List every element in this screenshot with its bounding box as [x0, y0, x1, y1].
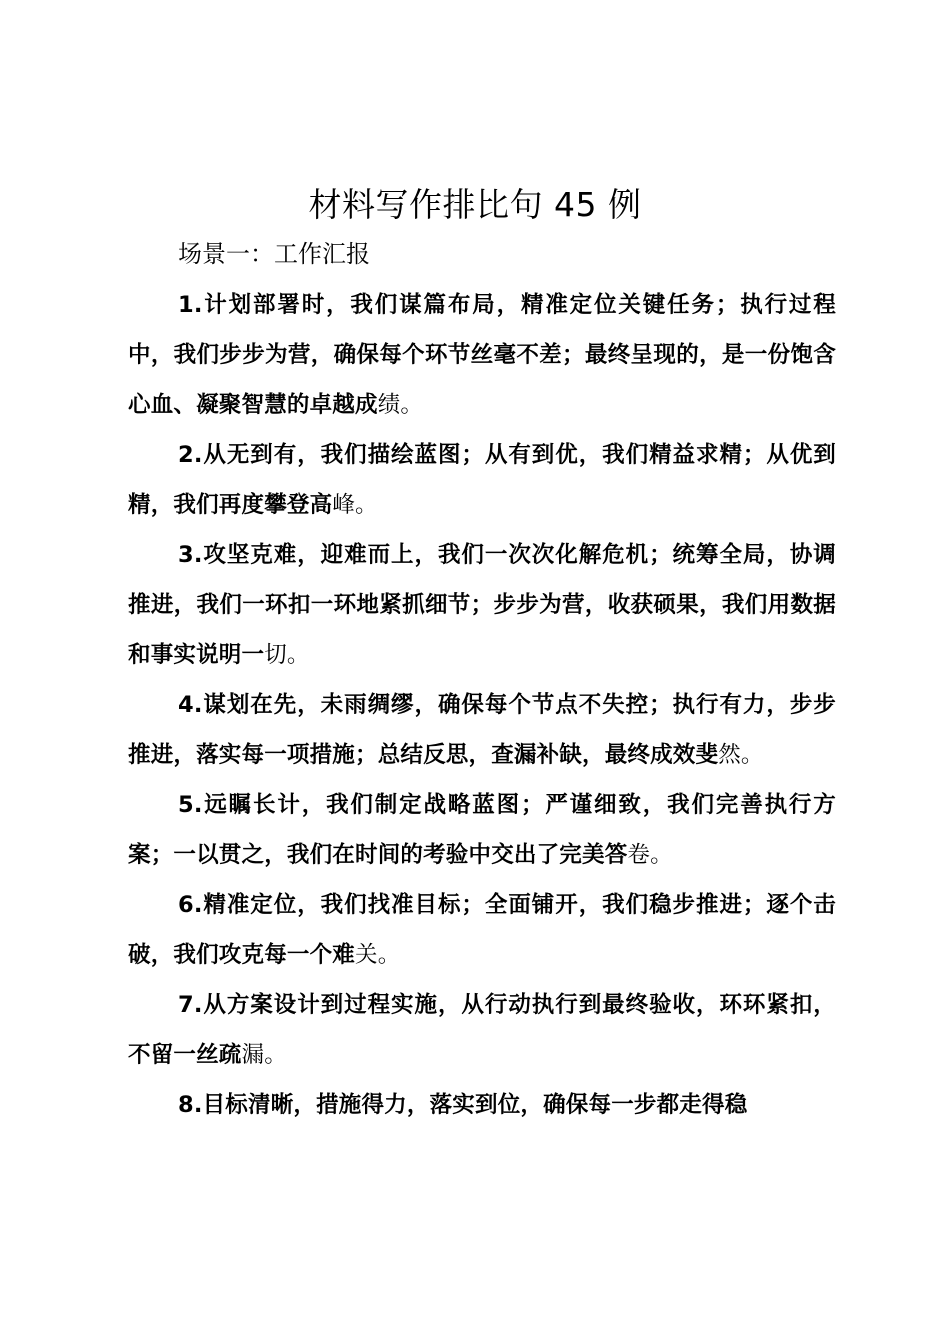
- paragraph-8: [128, 1080, 836, 1130]
- paragraph-tail: 漏。: [241, 1042, 287, 1068]
- document-body: [128, 280, 836, 1130]
- document-title: 材料写作排比句 45 例: [308, 185, 642, 224]
- paragraph-text: 5.远瞩长计，我们制定战略蓝图；严谨细致，我们完善执行方案；一以贯之，我们在时间的考验中交出了完美答: [128, 792, 836, 868]
- paragraph-1: [128, 280, 836, 430]
- paragraph-tail: 绩。: [377, 392, 424, 418]
- paragraph-text: 8.目标清晰，措施得力，落实到位，确保每一步都走得稳: [178, 1092, 748, 1118]
- paragraph-tail: 然。: [718, 742, 764, 768]
- paragraph-tail: 关。: [355, 942, 401, 968]
- paragraph-tail: 切。: [264, 642, 310, 668]
- scene-heading: 场景一：工作汇报: [178, 240, 370, 268]
- paragraph-text: 4.谋划在先，未雨绸缪，确保每个节点不失控；执行有力，步步推进，落实每一项措施；总结反思，查漏补缺，最终成效斐: [128, 692, 836, 768]
- paragraph-text: 6.精准定位，我们找准目标；全面铺开，我们稳步推进；逐个击破，我们攻克每一个难: [128, 892, 836, 968]
- paragraph-text: 2.从无到有，我们描绘蓝图；从有到优，我们精益求精；从优到精，我们再度攀登高: [128, 442, 836, 518]
- paragraph-text: 1.计划部署时，我们谋篇布局，精准定位关键任务；执行过程中，我们步步为营，确保每个环节丝毫不差；最终呈现的，是一份饱含心血、凝聚智慧的卓越成: [128, 292, 836, 418]
- paragraph-tail: 峰。: [332, 492, 378, 518]
- paragraph-4: [128, 680, 836, 780]
- paragraph-text: 7.从方案设计到过程实施，从行动执行到最终验收，环环紧扣，不留一丝疏: [128, 992, 836, 1068]
- paragraph-6: [128, 880, 836, 980]
- paragraph-tail: 卷。: [627, 842, 673, 868]
- paragraph-3: [128, 530, 836, 680]
- paragraph-2: [128, 430, 836, 530]
- paragraph-text: 3.攻坚克难，迎难而上，我们一次次化解危机；统筹全局，协调推进，我们一环扣一环地紧抓细节；步步为营，收获硕果，我们用数据和事实说明一: [128, 542, 836, 668]
- paragraph-7: [128, 980, 836, 1080]
- paragraph-5: [128, 780, 836, 880]
